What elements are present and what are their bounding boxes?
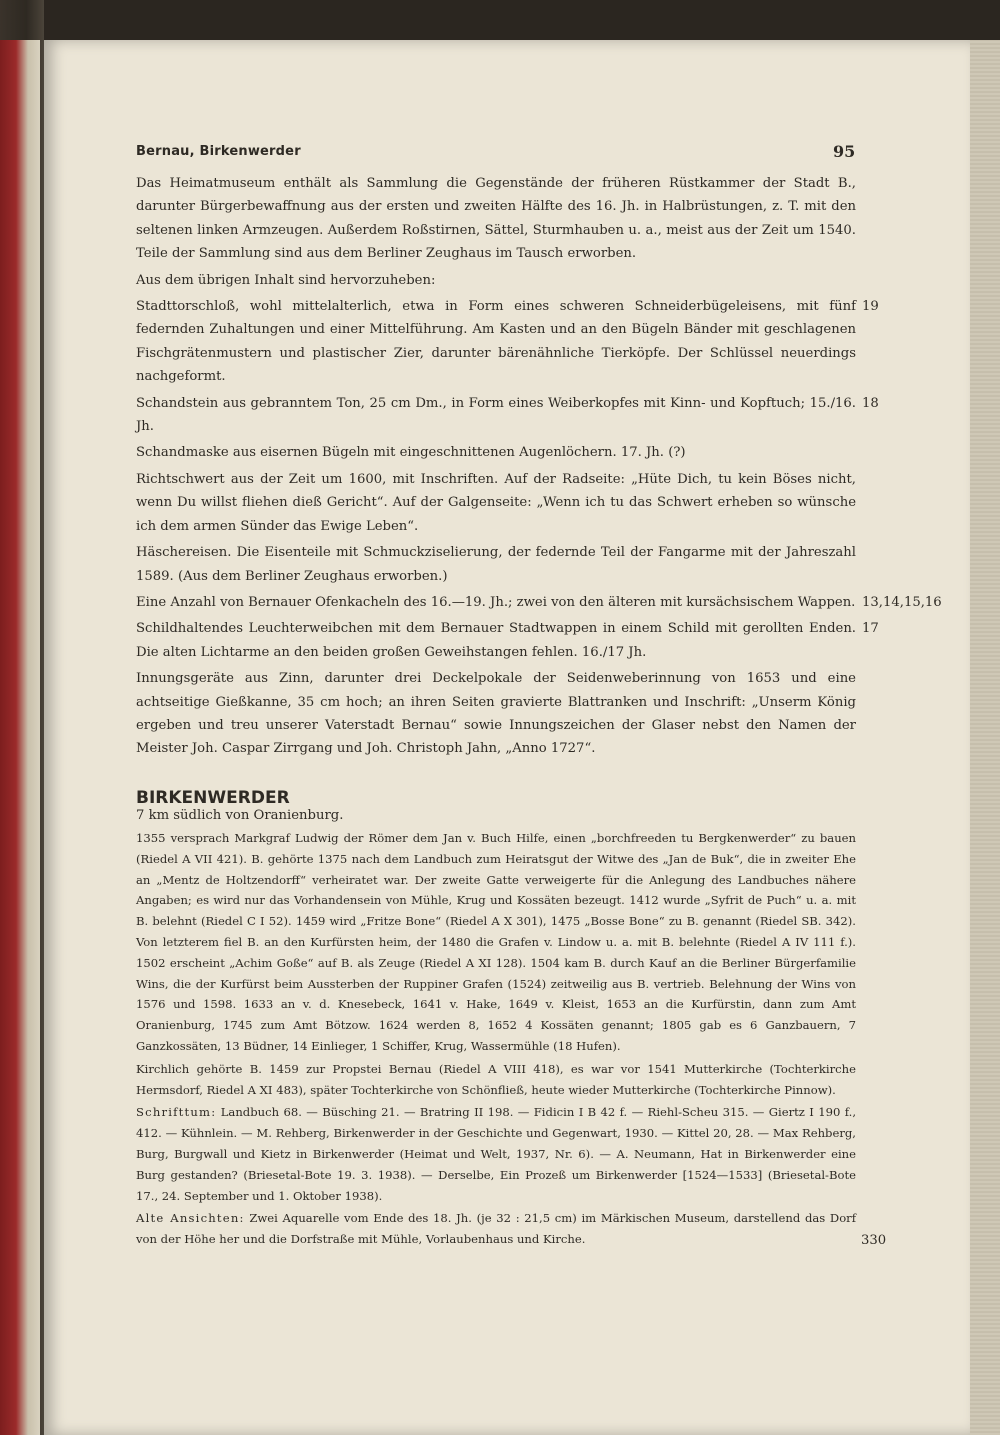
paragraph (136, 392, 879, 439)
main-text (136, 172, 942, 764)
history-paragraph (136, 828, 856, 1057)
paragraph-text: 1355 versprach Markgraf Ludwig der Römer dem Jan v. Buch Hilfe, einen „borchfreeden tu Bergkenwerder“ zu bauen (Riedel A VII 421). B. gehörte 1375 nach dem Landbuch zum Heiratsgut der Witwe des „Jan de Buk“, die in zweiter Ehe an „Mentz de Holtzendorff“ verheiratet war. Der zweite Gatte verweigerte für die Anlegung des Landbuches nähere Angaben; es wird nur das Vorhandensein von Mühle, Krug und Kossäten bezeugt. 1412 wurde „Syfrit de Puch“ u. a. mit B. belehnt (Riedel C I 52). 1459 wird „Fritze Bone“ (Riedel A X 301), 1475 „Bosse Bone“ zu B. genannt (Riedel SB. 342). Von letzterem fiel B. an den Kurfürsten heim, der 1480 die Grafen v. Lindow u. a. mit B. belehnte (Riedel A IV 111 f.). 1502 erscheint „Achim Goße“ auf B. als Zeuge (Riedel A XI 128). 1504 kam B. durch Kauf an die Berliner Bürgerfamilie Wins, die der Kurfürst beim Aussterben der Ruppiner Grafen (1524) zeitweilig aus B. vertrieb. Belehnung der Wins von 1576 und 1598. 1633 an v. d. Knesebeck, 1641 v. Hake, 1649 v. Kleist, 1653 an die Kurfürstin, dann zum Amt Oranienburg, 1745 zum Amt Bötzow. 1624 werden 8, 1652 4 Kossäten genannt; 1805 gab es 6 Ganzbauern, 7 Ganzkossäten, 13 Büdner, 14 Einlieger, 1 Schiffer, Krug, Wassermühle (18 Hufen). (136, 831, 856, 1053)
paragraph (136, 617, 879, 664)
paragraph (136, 591, 942, 614)
paragraph-text: Häschereisen. Die Eisenteile mit Schmuckziselierung, der federnde Teil der Fangarme mit der Jahreszahl 1589. (Aus dem Berliner Zeughaus erworben.) (136, 545, 856, 584)
plate-reference: 18 (862, 395, 879, 411)
plate-reference: 13,14,15,16 (862, 594, 942, 610)
paragraph (136, 295, 879, 389)
section-subheading: 7 km südlich von Oranienburg. (136, 808, 344, 823)
plate-reference: 19 (862, 299, 879, 315)
paragraph-text: Landbuch 68. — Büsching 21. — Bratring II 198. — Fidicin I B 42 f. — Riehl-Scheu 315. — Giertz I 190 f., 412. — Kühnlein. — M. Rehberg, Birkenwerder in der Geschichte und Gegenwart, 1930. — Kittel 20, 28. — Max Rehberg, Burg, Burgwall und Kietz in Birkenwerder (Heimat und Welt, 1937, Nr. 6). — A. Neumann, Hat in Birkenwerder eine Burg gestanden? (Briesetal-Bote 19. 3. 1938). — Derselbe, Ein Prozeß um Birkenwerder [1524—1533] (Briesetal-Bote 17., 24. September und 1. Oktober 1938). (136, 1105, 856, 1203)
plate-reference: 330 (861, 1233, 887, 1248)
paragraph-text: Schildhaltendes Leuchterweibchen mit dem Bernauer Stadtwappen in einem Schild mit gerollten Enden. Die alten Lichtarme an den beiden großen Geweihstangen fehlen. 16./17 Jh. (136, 621, 856, 660)
paragraph (136, 468, 856, 538)
paragraph (136, 269, 856, 292)
paragraph-lead: Alte Ansichten: (136, 1211, 245, 1226)
section-heading: BIRKENWERDER (136, 788, 290, 808)
paragraph-text: Schandstein aus gebranntem Ton, 25 cm Dm., in Form eines Weiberkopfes mit Kinn- und Kopftuch; 15./16. Jh. (136, 395, 856, 435)
running-head: Bernau, Birkenwerder (136, 144, 301, 159)
church-paragraph (136, 1059, 856, 1101)
paragraph (136, 667, 856, 761)
left-page-edge (0, 40, 40, 1435)
paragraph (136, 441, 856, 464)
paragraph-text: Aus dem übrigen Inhalt sind hervorzuheben: (136, 272, 436, 288)
paragraph-lead: Schrifttum: (136, 1105, 217, 1120)
page-stack-edge (970, 40, 1000, 1435)
small-print-text (136, 828, 856, 1252)
page-number: 95 (833, 142, 856, 161)
paragraph-text: Innungsgeräte aus Zinn, darunter drei Deckelpokale der Seidenweberinnung von 1653 und eine achtseitige Gießkanne, 35 cm hoch; an ihren Seiten gravierte Blattranken und Inschrift: „Unserm König ergeben und treu unserer Vaterstadt Bernau“ sowie Innungszeichen der Glaser nebst den Namen der Meister Joh. Caspar Zirrgang und Joh. Christoph Jahn, „Anno 1727“. (136, 671, 856, 757)
plate-reference: 17 (862, 621, 879, 637)
paragraph-text: Eine Anzahl von Bernauer Ofenkacheln des 16.—19. Jh.; zwei von den älteren mit kursächsischem Wappen. (136, 594, 856, 610)
paragraph (136, 172, 856, 266)
views-paragraph (136, 1208, 856, 1250)
paragraph-text: Schandmaske aus eisernen Bügeln mit eingeschnittenen Augenlöchern. 17. Jh. (?) (136, 445, 686, 461)
paragraph-text: Das Heimatmuseum enthält als Sammlung die Gegenstände der früheren Rüstkammer der Stadt B., darunter Bürgerbewaffnung aus der ersten und zweiten Hälfte des 16. Jh. in Halbrüstungen, z. T. mit den seltenen linken Armzeugen. Außerdem Roßstirnen, Sättel, Sturmhauben u. a., meist aus der Zeit um 1540. Teile der Sammlung sind aus dem Berliner Zeughaus im Tausch erworben. (136, 176, 856, 262)
paragraph (136, 541, 856, 588)
literature-paragraph (136, 1102, 856, 1206)
paragraph-text: Kirchlich gehörte B. 1459 zur Propstei Bernau (Riedel A VIII 418), es war vor 1541 Mutterkirche (Tochterkirche Hermsdorf, Riedel A XI 483), später Tochterkirche von Schönfließ, heute wieder Mutterkirche (Tochterkirche Pinnow). (136, 1061, 856, 1097)
paragraph-text: Richtschwert aus der Zeit um 1600, mit Inschriften. Auf der Radseite: „Hüte Dich, tu kein Böses nicht, wenn Du willst fliehen dieß Gericht“. Auf der Galgenseite: „Wenn ich tu das Schwert erheben so wünsche ich dem armen Sünder das Ewige Leben“. (136, 471, 856, 534)
paragraph-text: Stadttorschloß, wohl mittelalterlich, etwa in Form eines schweren Schneiderbügeleisens, mit fünf federnden Zuhaltungen und einer Mittelführung. Am Kasten und an den Bügeln Bänder mit geschlagenen Fischgrätenmustern und plastischer Zier, darunter bärenähnliche Tierköpfe. Der Schlüssel neuerdings nachgeformt. (136, 299, 856, 385)
paragraph-text: Zwei Aquarelle vom Ende des 18. Jh. (je 32 : 21,5 cm) im Märkischen Museum, darstellend das Dorf von der Höhe her und die Dorfstraße mit Mühle, Vorlaubenhaus und Kirche. (136, 1211, 857, 1247)
